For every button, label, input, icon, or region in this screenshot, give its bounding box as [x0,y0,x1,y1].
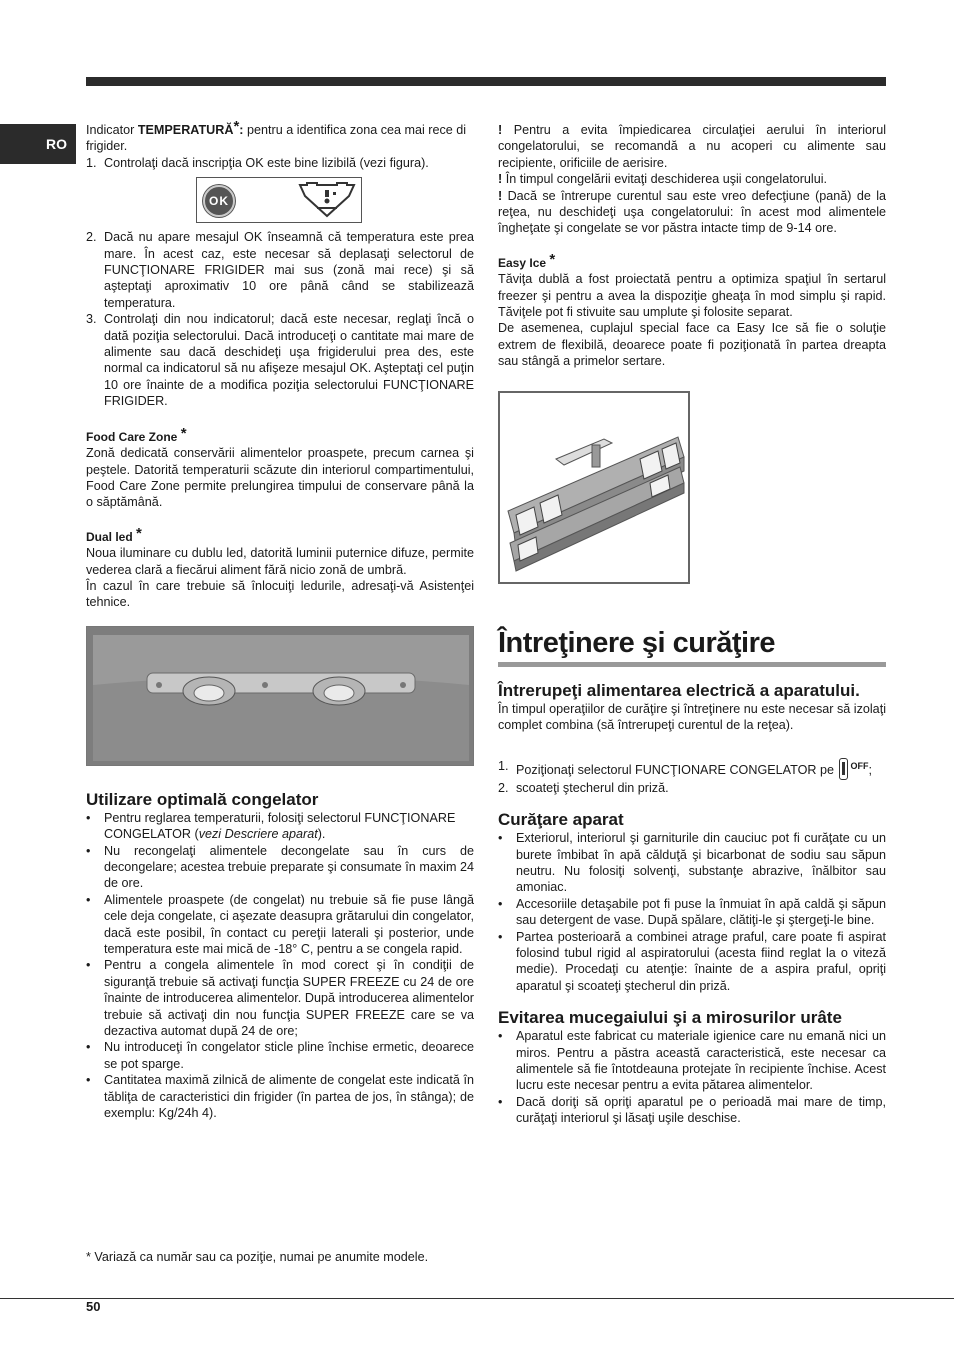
list-item: • Cantitatea maximă zilnică de alimente de congelat este indicată în tăbliţa de caracteristici din frigider (în partea de jos, în stânga); de exemplu: Kg/24h 4). [86,1073,474,1121]
ok-badge-icon: OK [203,185,235,217]
list-item: 3. Controlaţi din nou indicatorul; dacă este necesar, reglaţi încă o dată poziţia selectorului. Dacă introduceţi o cantitate mai mare de alimente sau dacă deschideţi uşa frigiderului prea des, este normal ca indicatorul să nu afişeze mesajul OK. Aşteptaţi cel puţin 10 ore înainte de a modifica poziţia selectorului FUNCŢIONARE FRIGIDER. [86,312,474,409]
list-item: • Partea posterioară a combinei atrage praful, care poate fi aspirat folosind tubul rigid al aspiratorului (acesta fiind reglat la o viteză medie). Procedaţi cu atenţie: înainte de a aspira praful, opriţi aparatul şi scoateţi ştecherul din priză. [498,929,886,993]
list-item: • Pentru a congela alimentele în mod corect şi în condiţii de siguranţă trebuie să activaţi funcţia SUPER FREEZE cu 24 de ore înainte de introducerea alimentelor. După introducerea alimentelor trebuie să activaţi din nou funcţia SUPER FREEZE care se va dezactiva automat după 24 de ore; [86,958,474,1039]
easy-ice-text-2: De asemenea, cuplajul special face ca Easy Ice să fie o soluţie extrem de flexibilă, deoarece poate fi poziţionată în partea dreapta sau stângă a primelor sertare. [498,321,886,369]
indicator-paragraph: Indicator TEMPERATURĂ*: pentru a identifica zona cea mai rece di frigider. [86,118,467,154]
list-item: 1. Poziţionaţi selectorul FUNCŢIONARE CONGELATOR pe $^{OFF}$; [498,758,886,780]
bottom-rule [0,1298,954,1299]
warning-power: ! Dacă se întrerupe curentul sau este vreo defecţiune (pană) de la reţea, nu deschideţi uşa congelatorului: în acest mod alimentele îngheţate şi congelate se vor păstra intacte timp de 9-14 ore. [498,188,886,236]
language-tab: RO [0,124,76,164]
list-item: 2. Dacă nu apare mesajul OK înseamnă că temperatura este prea mare. În acest caz, este necesar să deplasaţi selectorul de FUNCŢIONARE FRIGIDER mai sus (zonă mai rece) şi să aşteptaţi aproximativ 10 ore până când se stabilizează temperatura. [86,230,474,310]
food-care-title: Food Care Zone * [86,424,187,444]
power-off-text: În timpul operaţiilor de curăţire şi întreţinere nu este necesar să izolaţi complet combina (să întrerupeţi curentul de la reţea). [498,701,886,733]
led-light-illustration [87,627,474,766]
cleaning-list [498,830,886,994]
list-item: • Alimentele proaspete (de congelat) nu trebuie să fie puse lângă cele deja congelate, ci aşezate deasupra grătarului din congelator, dacă este posibil, în contact cu pereţii laterali şi posterior, unde temperatura este mai mică de -18° C, pentru a se congela rapid. [86,892,474,956]
dual-led-text-2: În cazul în care trebuie să înlocuiţi ledurile, adresaţi-vă Asistenţei tehnice. [86,578,474,610]
list-item: 2. scoateţi ştecherul din priză. [498,780,669,795]
food-care-text: Zonă dedicată conservării alimentelor proaspete, precum carnea şi peştele. Datorită temperaturii scăzute din interiorul compartimentului, Food Care Zone permite prelungirea timpului de conservare până la o săptămână. [86,446,474,510]
temperature-indicator-icon [297,181,357,219]
top-rule [86,77,886,86]
page-number: 50 [86,1299,101,1314]
list-item: • Dacă doriţi să opriţi aparatul pe o perioadă mai mare de timp, curăţaţi interiorul şi lăsaţi uşile deschise. [498,1094,886,1126]
list-item: • Nu introduceţi în congelator sticle pline închise ermetic, deoarece se pot sparge. [86,1040,474,1071]
footnote: * Variază ca număr sau ca poziţie, numai pe anumite modele. [86,1250,429,1264]
list-item: • Accesoriile detaşabile pot fi puse la înmuiat în apă caldă şi săpun sau detergent de vase. După spălare, clătiţi-le şi ştergeţi-le bine. [498,896,886,928]
indicator-steps [86,155,474,171]
mold-list [498,1028,886,1126]
list-item: • Nu recongelaţi alimentele decongelate sau în curs de decongelare; acestea trebuie preparate şi consumate în maxim 24 de ore. [86,843,474,891]
warning-door: ! În timpul congelării evitaţi deschiderea uşii congelatorului. [498,172,828,187]
power-off-steps [498,758,886,797]
dual-led-photo [86,626,474,766]
dual-led-title: Dual led * [86,524,142,544]
easy-ice-text: Tăviţa dublă a fost proiectată pentru a optimiza spaţiul în sertarul freezer şi pentru a avea la dispoziţie gheaţa în mod simplu şi rapid. Tăviţele pot fi stivuite sau umplute şi folosite separat. [498,272,886,320]
easy-ice-title: Easy Ice * [498,250,556,270]
cleaning-title: Curăţare aparat [498,810,624,830]
freezer-section-title: Utilizare optimală congelator [86,789,319,809]
ok-indicator-figure [196,177,362,223]
easy-ice-photo [498,391,690,584]
list-item: • Exteriorul, interiorul şi garniturile din cauciuc pot fi curăţate cu un burete îmbibat în apă călduţă şi bicarbonat de sodiu sau săpun neutru. Nu folosiţi solvenţi, substanţe abrazive, înălbitor sau amoniac. [498,831,886,895]
indicator-steps-cont [86,229,474,409]
ice-tray-illustration [500,393,688,582]
mold-title: Evitarea mucegaiului şi a mirosurilor urâte [498,1008,842,1028]
list-item: • Aparatul este fabricat cu materiale igienice care nu emană nici un miros. Pentru a păstra această caracteristică, este necesar ca alimentele să fie întotdeauna protejate în recipiente închise. Acest lucru este necesar pentru a evita pătarea alimentelor. [498,1029,886,1093]
maintenance-title: Întreţinere şi curăţire [498,626,775,659]
selector-off-icon [839,758,848,780]
dual-led-text: Noua iluminare cu dublu led, datorită luminii puternice difuze, permite vederea clară a fiecărui aliment fără nicio zonă de umbră. [86,546,474,577]
right-column [498,122,886,1127]
list-item: • Pentru reglarea temperaturii, folosiţi selectorul FUNCŢIONARE CONGELATOR (vezi Descriere aparat). [86,810,456,842]
freezer-list [86,810,474,1122]
power-off-title: Întrerupeţi alimentarea electrică a aparatului. [498,680,860,700]
left-column [86,118,474,1121]
warning-air: ! Pentru a evita împiedicarea circulaţiei aerului în interiorul congelatorului, se recomandă a nu acoperi cu alimente sau recipiente, orificiile de aerisire. [498,123,887,170]
list-item: 1. Controlaţi dacă inscripţia OK este bine lizibilă (vezi figura). [86,155,429,170]
